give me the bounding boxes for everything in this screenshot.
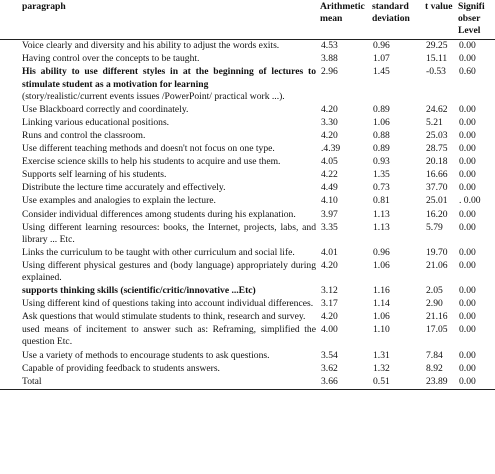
mean-cell: 3.30 (321, 116, 338, 128)
paragraph-cell (20, 130, 320, 143)
paragraph-cell (20, 104, 320, 117)
row-number-cell (0, 222, 20, 247)
t-value-cell: 25.01 (426, 195, 448, 207)
mean-cell: 4.20 (321, 311, 338, 323)
paragraph-text: Using different kind of questions taking into account individual differences. (22, 298, 314, 310)
paragraph-text: Consider individual differences among students during his explanation. (22, 208, 296, 220)
paragraph-text: His ability to use different styles in at the beginning of lectures to stimulate student as a motivation for learning (22, 66, 316, 90)
row-number-cell (0, 298, 20, 311)
paragraph-cell (20, 182, 320, 195)
paragraph-text: Using different physical gestures and (body language) appropriately during explained. (22, 259, 316, 283)
paragraph-cell (20, 53, 320, 66)
sd-cell: 0.96 (373, 40, 390, 52)
significance-cell: . 0.00 (459, 195, 481, 207)
mean-cell: 4.05 (321, 156, 338, 168)
table-row (0, 324, 495, 349)
paragraph-cell (20, 311, 320, 324)
table-body (0, 40, 495, 390)
paragraph-text: Using different learning resources: books, the Internet, projects, labs, and library ... Etc. (22, 221, 316, 245)
paragraph-cell (20, 285, 320, 298)
mean-cell: 3.35 (321, 221, 338, 233)
sd-cell: 1.45 (373, 66, 390, 78)
sd-cell: 1.14 (373, 298, 390, 310)
table-row (0, 130, 495, 143)
table-row (0, 298, 495, 311)
paragraph-text: Use Blackboard correctly and coordinately. (22, 103, 189, 115)
mean-cell: 2.96 (321, 66, 338, 78)
row-number-cell (0, 195, 20, 208)
sd-cell: 0.88 (373, 129, 390, 141)
sd-cell: 0.73 (373, 182, 390, 194)
paragraph-text: Runs and control the classroom. (22, 129, 146, 141)
table-header-row (0, 0, 495, 40)
table-row (0, 195, 495, 208)
table-row (0, 66, 495, 103)
significance-cell: 0.00 (459, 246, 476, 258)
paragraph-text: Total (22, 375, 42, 387)
t-value-cell: 23.89 (425, 376, 458, 390)
sd-cell: 1.06 (373, 259, 390, 271)
paragraph-cell (20, 40, 320, 54)
table-row (0, 363, 495, 376)
significance-cell: 0.00 (459, 53, 476, 65)
paragraph-cell (20, 363, 320, 376)
sd-cell: 0.96 (373, 246, 390, 258)
table-row (0, 53, 495, 66)
table-row (0, 182, 495, 195)
mean-cell: 4.10 (321, 195, 338, 207)
t-value-cell: -0.53 (426, 66, 446, 78)
header-mean: Arithmetic mean (320, 0, 372, 40)
significance-cell: 0.00 (459, 349, 476, 361)
table-row (0, 285, 495, 298)
sd-cell: 1.31 (373, 349, 390, 361)
row-number-cell (0, 376, 20, 390)
table-row (0, 104, 495, 117)
t-value-cell: 20.18 (426, 156, 448, 168)
paragraph-text: Having control over the concepts to be taught. (22, 53, 200, 65)
paragraph-cell (20, 247, 320, 260)
table-row (0, 156, 495, 169)
t-value-cell: 29.25 (426, 40, 448, 52)
row-number-cell (0, 143, 20, 156)
paragraph-text: Use different teaching methods and doesn't not focus on one type. (22, 143, 275, 155)
paragraph-text: used means of incitement to answer such as: Reframing, simplified the question Etc. (22, 324, 316, 348)
mean-cell: 4.20 (321, 129, 338, 141)
row-number-cell (0, 169, 20, 182)
mean-cell: 4.22 (321, 169, 338, 181)
paragraph-text: Use a variety of methods to encourage students to ask questions. (22, 349, 270, 361)
row-number-cell (0, 182, 20, 195)
mean-cell: 3.17 (321, 298, 338, 310)
header-sd: standard deviation (372, 0, 425, 40)
paragraph-cell (20, 209, 320, 222)
table-row (0, 143, 495, 156)
paragraph-text: Links the curriculum to be taught with other curriculum and social life. (22, 246, 295, 258)
header-t: t value (425, 0, 458, 40)
t-value-cell: 21.06 (426, 259, 448, 271)
t-value-cell: 28.75 (426, 143, 448, 155)
mean-cell: .4.39 (321, 143, 341, 155)
table-row (0, 117, 495, 130)
t-value-cell: 15.11 (426, 53, 448, 65)
row-number-cell (0, 104, 20, 117)
significance-cell: 0.00 (459, 116, 476, 128)
row-number-cell (0, 209, 20, 222)
paragraph-cell (20, 222, 320, 247)
paragraph-cell (20, 156, 320, 169)
paragraph-cell (20, 117, 320, 130)
row-number-cell (0, 40, 20, 54)
sd-cell: 1.07 (373, 53, 390, 65)
paragraph-cell (20, 376, 320, 390)
t-value-cell: 16.66 (426, 169, 448, 181)
significance-cell: 0.00 (459, 182, 476, 194)
t-value-cell: 8.92 (426, 362, 443, 374)
sd-cell: 1.16 (373, 285, 390, 297)
significance-cell: 0.00 (459, 311, 476, 323)
mean-cell: 3.54 (321, 349, 338, 361)
significance-cell: 0.00 (459, 143, 476, 155)
paragraph-cell (20, 260, 320, 285)
paragraph-text: Distribute the lecture time accurately and effectively. (22, 182, 226, 194)
sd-cell: 1.35 (373, 169, 390, 181)
row-number-cell (0, 247, 20, 260)
mean-cell: 4.53 (321, 40, 338, 52)
row-number-cell (0, 363, 20, 376)
mean-cell: 4.49 (321, 182, 338, 194)
paragraph-text: Voice clearly and diversity and his ability to adjust the words exits. (22, 40, 280, 52)
row-number-cell (0, 324, 20, 349)
significance-cell: 0.00 (459, 129, 476, 141)
t-value-cell: 5.79 (426, 221, 443, 233)
paragraph-cell (20, 298, 320, 311)
table-row (0, 222, 495, 247)
paragraph-cell (20, 324, 320, 349)
mean-cell: 4.00 (321, 324, 338, 336)
table-row (0, 376, 495, 390)
sd-cell: 1.10 (373, 324, 390, 336)
header-sig: Signifi obser Level (458, 0, 495, 40)
significance-cell: 0.00 (459, 298, 476, 310)
t-value-cell: 25.03 (426, 129, 448, 141)
mean-cell: 4.20 (321, 103, 338, 115)
paragraph-cell (20, 66, 320, 103)
mean-cell: 4.01 (321, 246, 338, 258)
table-row (0, 260, 495, 285)
mean-cell: 3.97 (321, 208, 338, 220)
sd-cell: 1.06 (373, 116, 390, 128)
table-row (0, 209, 495, 222)
t-value-cell: 24.62 (426, 103, 448, 115)
significance-cell: 0.00 (459, 103, 476, 115)
table-row (0, 350, 495, 363)
significance-cell: 0.00 (459, 40, 476, 52)
significance-cell: 0.00 (459, 259, 476, 271)
row-number-cell (0, 66, 20, 103)
significance-cell: 0.00 (459, 221, 476, 233)
paragraph-extra-text: (story/realistic/current events issues /PowerPoint/ practical work ...). (22, 90, 285, 102)
t-value-cell: 16.20 (426, 208, 448, 220)
t-value-cell: 19.70 (426, 246, 448, 258)
paragraph-text: Capable of providing feedback to students answers. (22, 362, 220, 374)
sd-cell: 1.13 (373, 221, 390, 233)
sd-cell: 1.06 (373, 311, 390, 323)
sd-cell: 1.32 (373, 362, 390, 374)
paragraph-text: Ask questions that would stimulate students to think, research and survey. (22, 311, 306, 323)
sd-cell: 0.89 (373, 103, 390, 115)
sd-cell: 0.51 (372, 376, 425, 390)
t-value-cell: 17.05 (426, 324, 448, 336)
paragraph-text: supports thinking skills (scientific/critic/innovative ...Etc) (22, 285, 256, 297)
table-row (0, 169, 495, 182)
table-row (0, 40, 495, 54)
t-value-cell: 2.90 (426, 298, 443, 310)
table-row (0, 247, 495, 260)
row-number-cell (0, 311, 20, 324)
t-value-cell: 2.05 (426, 285, 443, 297)
paragraph-text: Exercise science skills to help his students to acquire and use them. (22, 156, 281, 168)
paragraph-cell (20, 350, 320, 363)
sd-cell: 0.89 (373, 143, 390, 155)
paragraph-cell (20, 169, 320, 182)
mean-cell: 3.88 (321, 53, 338, 65)
row-number-cell (0, 350, 20, 363)
significance-cell: 0.60 (459, 66, 476, 78)
header-col0 (0, 0, 20, 40)
row-number-cell (0, 117, 20, 130)
row-number-cell (0, 260, 20, 285)
table-row (0, 311, 495, 324)
sd-cell: 0.93 (373, 156, 390, 168)
t-value-cell: 5.21 (426, 116, 443, 128)
row-number-cell (0, 285, 20, 298)
sd-cell: 0.81 (373, 195, 390, 207)
paragraph-text: Linking various educational positions. (22, 116, 170, 128)
paragraph-text: Supports self learning of his students. (22, 169, 167, 181)
paragraph-cell (20, 143, 320, 156)
significance-cell: 0.00 (459, 169, 476, 181)
row-number-cell (0, 53, 20, 66)
significance-cell: 0.00 (459, 324, 476, 336)
mean-cell: 3.62 (321, 362, 338, 374)
significance-cell: 0.00 (458, 376, 495, 390)
mean-cell: 4.20 (321, 259, 338, 271)
t-value-cell: 21.16 (426, 311, 448, 323)
row-number-cell (0, 156, 20, 169)
mean-cell: 3.12 (321, 285, 338, 297)
header-paragraph: paragraph (20, 0, 320, 40)
t-value-cell: 7.84 (426, 349, 443, 361)
significance-cell: 0.00 (459, 362, 476, 374)
mean-cell: 3.66 (320, 376, 372, 390)
t-value-cell: 37.70 (426, 182, 448, 194)
paragraph-cell (20, 195, 320, 208)
sd-cell: 1.13 (373, 208, 390, 220)
row-number-cell (0, 130, 20, 143)
significance-cell: 0.00 (459, 208, 476, 220)
significance-cell: 0.00 (459, 156, 476, 168)
significance-cell: 0.00 (459, 285, 476, 297)
paragraph-text: Use examples and analogies to explain the lecture. (22, 195, 216, 207)
